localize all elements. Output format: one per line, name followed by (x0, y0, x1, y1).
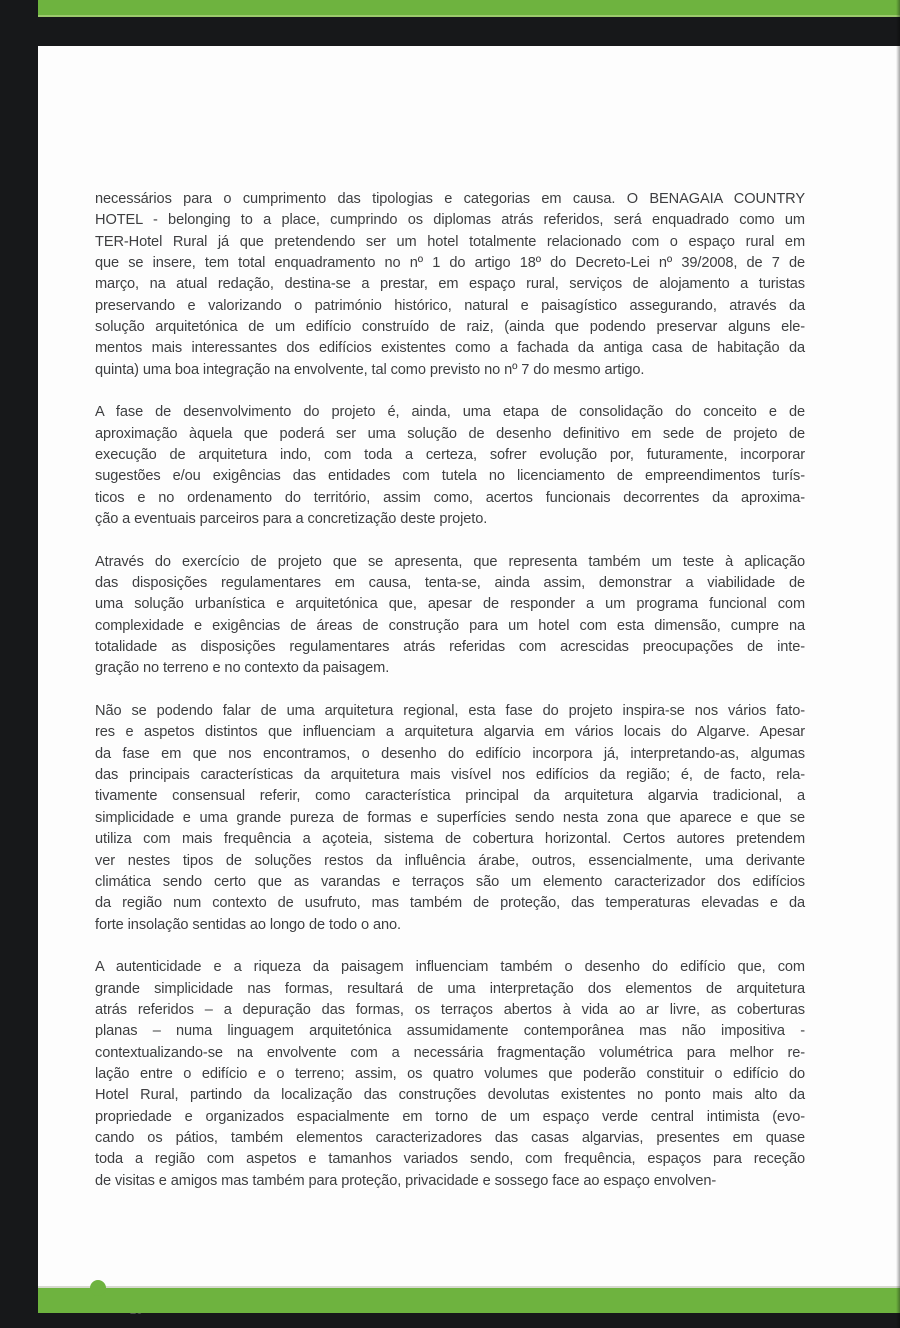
text-line: uma solução urbanística e arquitetónica que, apesar de responder a um programa funcional com (95, 596, 805, 613)
text-line: ção a eventuais parceiros para a concretização deste projeto. (95, 511, 488, 528)
text-line: Através do exercício de projeto que se apresenta, que representa também um teste à aplicação (95, 553, 805, 570)
text-line: preservando e valorizando o património histórico, natural e paisagístico assegurando, através da (95, 297, 805, 314)
text-line: execução de arquitetura indo, com toda a certeza, sofrer evolução por, futuramente, incorporar (95, 447, 805, 464)
text-line: forte insolação sentidas ao longo de todo o ano. (95, 916, 401, 933)
text-line: da região num contexto de usufruto, mas também de proteção, das temperaturas elevadas e da (95, 895, 805, 912)
text-line: quinta) uma boa integração na envolvente, tal como previsto no nº 7 do mesmo artigo. (95, 361, 645, 378)
paragraph (95, 701, 805, 936)
text-line: propriedade e organizados espacialmente em torno de um espaço verde central intimista (evo- (95, 1108, 805, 1125)
text-line: res e aspetos distintos que influenciam a arquitetura algarvia em vários locais do Algarve. Apesar (95, 724, 805, 741)
text-line: grande simplicidade nas formas, resultará de uma interpretação dos elementos de arquitetura (95, 980, 805, 997)
text-line: tivamente consensual referir, como característica principal da arquitetura algarvia tradicional, a (95, 788, 805, 805)
text-line: de visitas e amigos mas também para proteção, privacidade e sossego face ao espaço envolven- (95, 1172, 717, 1189)
top-accent-bar (38, 0, 900, 17)
text-line: HOTEL - belonging to a place, cumprindo os diplomas atrás referidos, será enquadrado como um (95, 212, 805, 229)
text-block (95, 189, 805, 1192)
text-line: solução arquitetónica de um edifício construído de raiz, (ainda que podendo preservar alguns ele- (95, 319, 805, 336)
text-line: climática sendo certo que as varandas e terraços são um elemento caracterizador dos edifícios (95, 873, 805, 890)
text-line: A autenticidade e a riqueza da paisagem influenciam também o desenho do edifício que, com (95, 959, 805, 976)
bottom-accent-bar (38, 1286, 900, 1313)
text-line: Não se podendo falar de uma arquitetura regional, esta fase do projeto inspira-se nos vários fato- (95, 703, 805, 720)
text-line: Hotel Rural, partindo da localização das construções devolutas existentes no ponto mais alto da (95, 1087, 805, 1104)
text-line: que se insere, tem total enquadramento no nº 1 do artigo 18º do Decreto-Lei nº 39/2008, de 7 de (95, 255, 805, 272)
text-line: lação entre o edifício e o terreno; assim, os quatro volumes que poderão constituir o edifício do (95, 1065, 805, 1082)
document-page (38, 46, 900, 1286)
text-line: das principais características da arquitetura mais visível nos edifícios da região; é, de facto, rela- (95, 767, 805, 784)
text-line: simplicidade e uma grande pureza de formas e superfícies sendo nesta zona que aparece e que se (95, 809, 805, 826)
text-line: das disposições regulamentares em causa, tenta-se, ainda assim, demonstrar a viabilidade de (95, 575, 805, 592)
text-line: março, na atual redação, destina-se a prestar, em espaço rural, serviços de alojamento a turistas (95, 276, 805, 293)
text-line: atrás referidos – a depuração das formas, os terraços abertos à vida ao ar livre, as coberturas (95, 1001, 805, 1018)
text-line: complexidade e exigências de áreas de construção para um hotel com esta dimensão, cumpre na (95, 617, 805, 634)
text-line: mentos mais interessantes dos edifícios existentes como a fachada da antiga casa de habitação da (95, 340, 805, 357)
text-line: TER-Hotel Rural já que pretendendo ser um hotel totalmente relacionado com o espaço rural em (95, 233, 805, 250)
page-marker-dot (90, 1280, 106, 1296)
text-line: cando os pátios, também elementos caracterizadores das casas algarvias, presentes em quase (95, 1129, 805, 1146)
paragraph (95, 402, 805, 530)
paragraph (95, 957, 805, 1192)
paragraph (95, 189, 805, 381)
text-line: contextualizando-se na envolvente com a necessária fragmentação volumétrica para melhor re- (95, 1044, 805, 1061)
text-line: planas – numa linguagem arquitetónica assumidamente contemporânea mas não impositiva - (95, 1023, 805, 1040)
text-line: totalidade as disposições regulamentares atrás referidas com acrescidas preocupações de inte- (95, 639, 805, 656)
text-line: A fase de desenvolvimento do projeto é, ainda, uma etapa de consolidação do conceito e de (95, 404, 805, 421)
text-line: aproximação àquela que poderá ser uma solução de desenho definitivo em sede de projeto de (95, 425, 805, 442)
text-line: ver nestes tipos de soluções restos da influência árabe, outros, essencialmente, uma derivante (95, 852, 805, 869)
text-line: gração no terreno e no contexto da paisagem. (95, 660, 390, 677)
text-line: toda a região com aspetos e tamanhos variados sendo, com frequência, espaços para receção (95, 1151, 805, 1168)
text-line: necessários para o cumprimento das tipologias e categorias em causa. O BENAGAIA COUNTRY (95, 191, 805, 207)
paragraph (95, 552, 805, 680)
text-line: da fase em que nos encontramos, o desenho do edifício incorpora já, interpretando-as, algumas (95, 745, 805, 762)
text-line: ticos e no ordenamento do território, assim como, acertos funcionais decorrentes da aproxima- (95, 489, 805, 506)
text-line: sugestões e/ou exigências das entidades com tutela no licenciamento de empreendimentos turís- (95, 468, 805, 485)
text-line: utiliza com mais frequência a açoteia, sistema de cobertura horizontal. Certos autores pretendem (95, 831, 805, 848)
